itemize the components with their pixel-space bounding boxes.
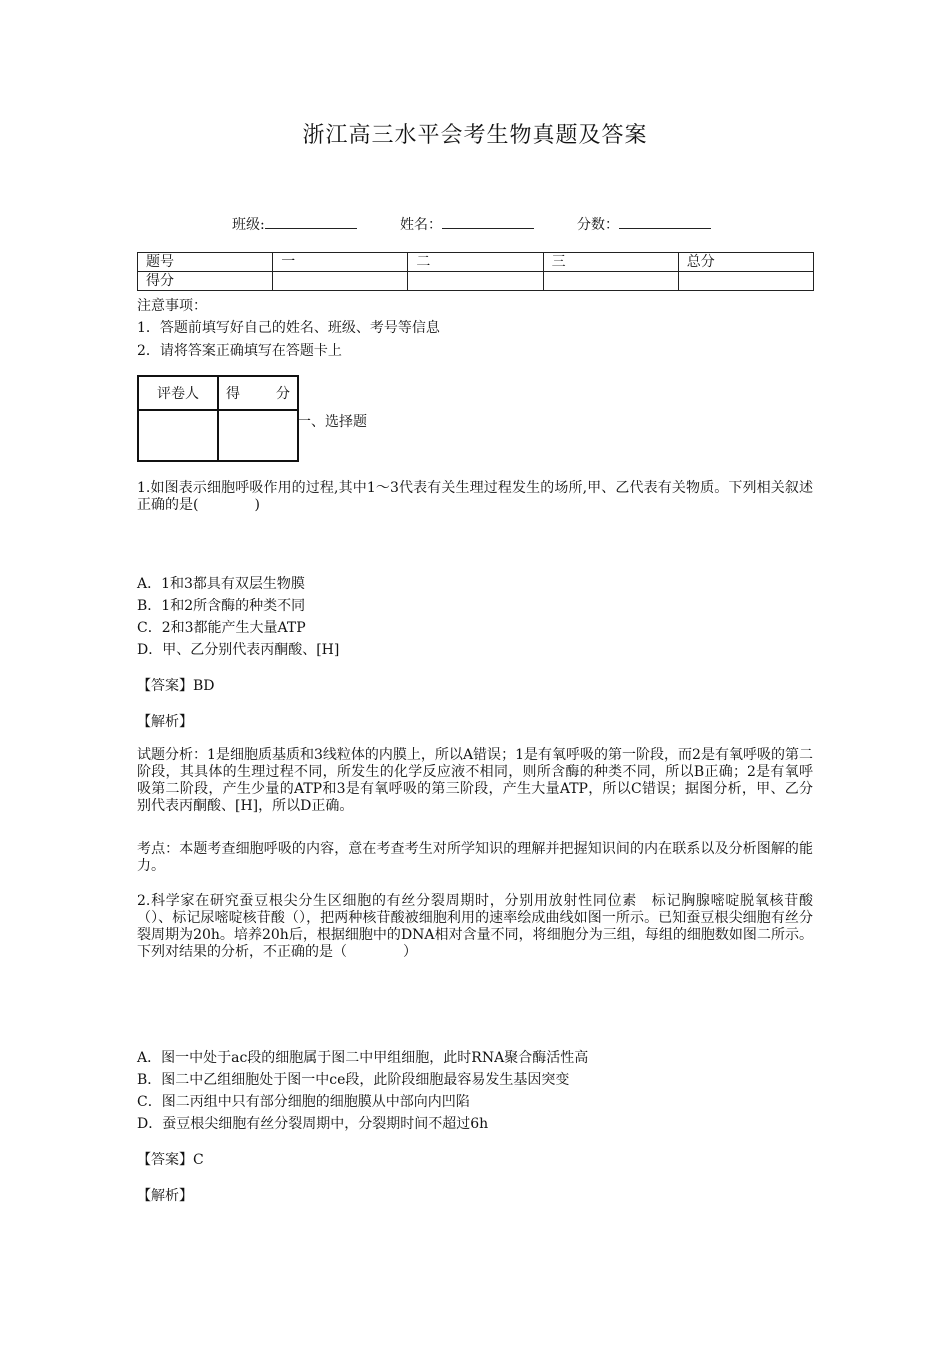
score-table <box>137 252 814 291</box>
class-blank[interactable] <box>265 214 357 229</box>
option-c[interactable]: C．图二丙组中只有部分细胞的细胞膜从中部向内凹陷 <box>137 1094 470 1110</box>
name-blank[interactable] <box>442 214 534 229</box>
reviewer-header: 评卷人 <box>138 376 218 410</box>
class-field <box>232 214 357 234</box>
score-table-header-row <box>138 253 814 272</box>
option-b[interactable]: B．1和2所含酶的种类不同 <box>137 598 306 614</box>
notice-heading: 注意事项： <box>137 298 207 314</box>
score-header-char: 分 <box>276 386 290 402</box>
score-table-cell: 一 <box>273 253 408 272</box>
score-header-char: 得 <box>226 386 240 402</box>
question-stem: 2.科学家在研究蚕豆根尖分生区细胞的有丝分裂周期时，分别用放射性同位素 标记胸腺嘧啶脱氧核苷酸（）、标记尿嘧啶核苷酸（），把两种核苷酸被细胞利用的速率绘成曲线如图一所示。已知蚕豆根尖细胞有丝分裂周期为20h。培养20h后，根据细胞中的DNA相对含量不同，将细胞分为三组，每组的细胞数如图二所示。下列对结果的分析，不正确的是（ ） <box>137 893 813 960</box>
score-blank[interactable] <box>619 214 711 229</box>
name-label: 姓名： <box>400 217 442 233</box>
notice-item: 1．答题前填写好自己的姓名、班级、考号等信息 <box>137 320 440 336</box>
option-a[interactable]: A．图一中处于ac段的细胞属于图二中甲组细胞，此时RNA聚合酶活性高 <box>137 1050 589 1066</box>
notice-item: 2．请将答案正确填写在答题卡上 <box>137 343 342 359</box>
class-label: 班级: <box>232 217 265 233</box>
option-a[interactable]: A．1和3都具有双层生物膜 <box>137 576 305 592</box>
analysis-label: 【解析】 <box>137 714 193 730</box>
score-table-empty-cell[interactable] <box>408 272 543 291</box>
analysis-text: 试题分析：1是细胞质基质和3线粒体的内膜上，所以A错误；1是有氧呼吸的第一阶段，而2是有氧呼吸的第二阶段，其具体的生理过程不同，所发生的化学反应液不相同，则所含酶的种类不同，所以B正确；2是有氧呼吸第二阶段，产生少量的ATP和3是有氧呼吸的第三阶段，产生大量ATP，所以C错误；据图分析，甲、乙分别代表丙酮酸、[H]，所以D正确。 <box>137 747 813 814</box>
score-header <box>218 376 298 410</box>
option-c[interactable]: C．2和3都能产生大量ATP <box>137 620 306 636</box>
score-table-cell: 二 <box>408 253 543 272</box>
score-table-cell: 题号 <box>138 253 273 272</box>
score-label: 分数： <box>577 217 619 233</box>
page-title: 浙江高三水平会考生物真题及答案 <box>302 123 648 148</box>
score-table-empty-cell[interactable] <box>273 272 408 291</box>
score-table-empty-cell[interactable] <box>678 272 813 291</box>
score-table-cell: 三 <box>543 253 678 272</box>
answer: 【答案】C <box>137 1152 204 1168</box>
option-d[interactable]: D．蚕豆根尖细胞有丝分裂周期中，分裂期时间不超过6h <box>137 1116 489 1132</box>
score-table-empty-cell[interactable] <box>543 272 678 291</box>
kaodian-text: 考点：本题考查细胞呼吸的内容，意在考查考生对所学知识的理解并把握知识间的内在联系以及分析图解的能力。 <box>137 841 813 874</box>
score-field <box>577 214 711 234</box>
question-stem: 1.如图表示细胞呼吸作用的过程,其中1～3代表有关生理过程发生的场所,甲、乙代表有关物质。下列相关叙述正确的是( ) <box>137 480 813 513</box>
analysis-label: 【解析】 <box>137 1188 193 1204</box>
reviewer-cell[interactable] <box>138 410 218 461</box>
grader-table <box>137 375 299 462</box>
section-title: 一、选择题 <box>297 414 367 430</box>
score-table-cell: 得分 <box>138 272 273 291</box>
option-d[interactable]: D．甲、乙分别代表丙酮酸、[H] <box>137 642 340 658</box>
score-table-score-row <box>138 272 814 291</box>
score-table-cell: 总分 <box>678 253 813 272</box>
score-cell[interactable] <box>218 410 298 461</box>
answer: 【答案】BD <box>137 678 215 694</box>
option-b[interactable]: B．图二中乙组细胞处于图一中ce段，此阶段细胞最容易发生基因突变 <box>137 1072 570 1088</box>
name-field <box>400 214 534 234</box>
